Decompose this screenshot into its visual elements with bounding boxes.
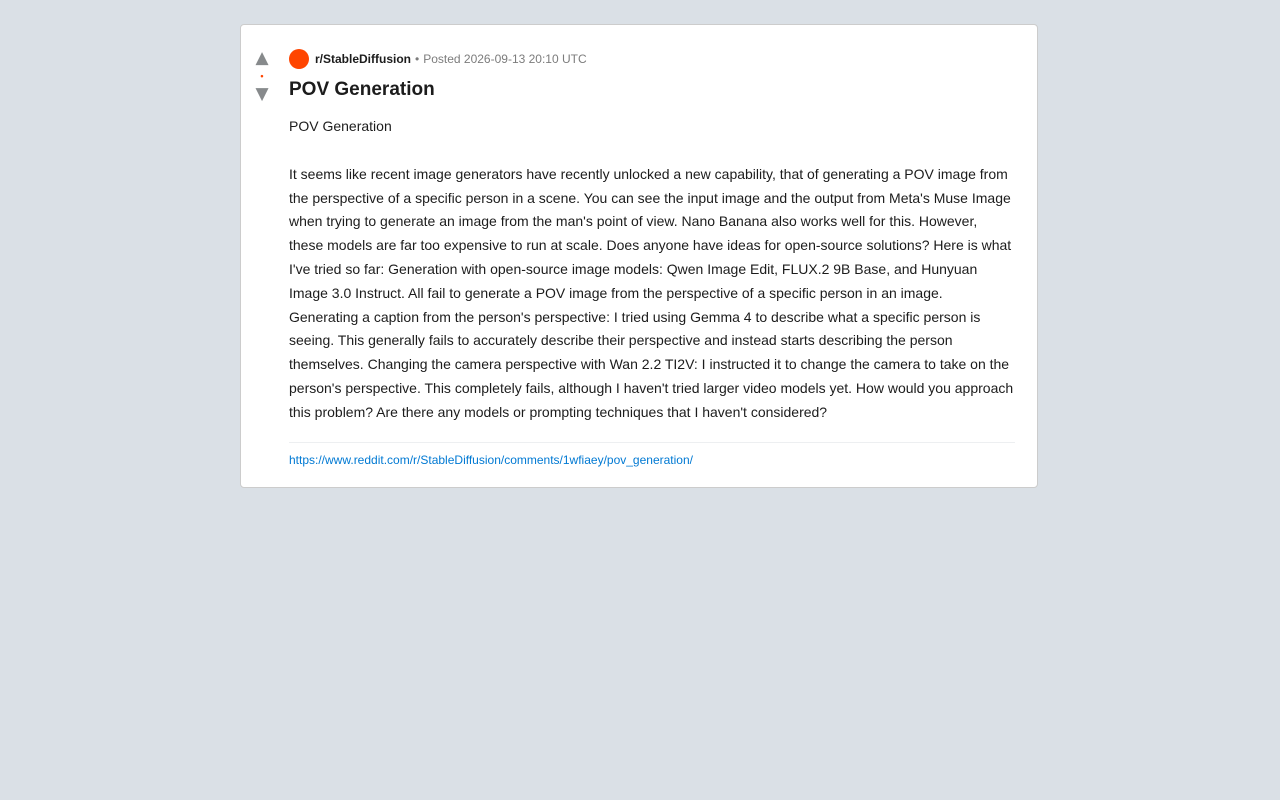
post-card [240,24,1038,488]
divider [289,442,1015,443]
body-heading: POV Generation [289,118,392,134]
subreddit-name[interactable]: r/StableDiffusion [315,52,412,66]
meta-separator: • [415,52,420,66]
downvote-arrow-icon[interactable]: ▼ [255,84,269,104]
body-text: It seems like recent image generators have recently unlocked a new capability, that of generating a POV image from the perspective of a specific person in a scene. You can see the input image and the output from Meta's Muse Image when trying to generate an image from the man's point of view. Nano Banana also works well for this. However, these models are far too expensive to run at scale. Does anyone have ideas for open-source solutions? Here is what I've tried so far: Generation with open-source image models: Qwen Image Edit, FLUX.2 9B Base, and Hunyuan Image 3.0 Instruct. All fail to generate a POV image from the perspective of a specific person in an image. Generating a caption from the person's perspective: I tried using Gemma 4 to describe what a specific person is seeing. This generally fails to accurately describe their perspective and instead starts describing the person themselves. Changing the camera perspective with Wan 2.2 TI2V: I instructed it to change the camera to take on the person's perspective. This completely fails, although I haven't tried larger video models yet. How would you approach this problem? Are there any models or prompting techniques that I haven't considered? [289,165,1014,420]
post-meta [289,49,1015,69]
vote-score: • [260,71,264,81]
post-timestamp: Posted 2026-09-13 20:10 UTC [423,52,587,66]
post-body [289,115,1015,425]
post-permalink[interactable]: https://www.reddit.com/r/StableDiffusion/comments/1wfiaey/pov_generation/ [289,452,693,467]
vote-column [241,49,283,103]
subreddit-avatar-icon[interactable] [289,49,309,69]
upvote-arrow-icon[interactable]: ▲ [255,48,269,68]
post-title[interactable]: POV Generation [289,79,435,100]
post-content [289,49,1015,469]
